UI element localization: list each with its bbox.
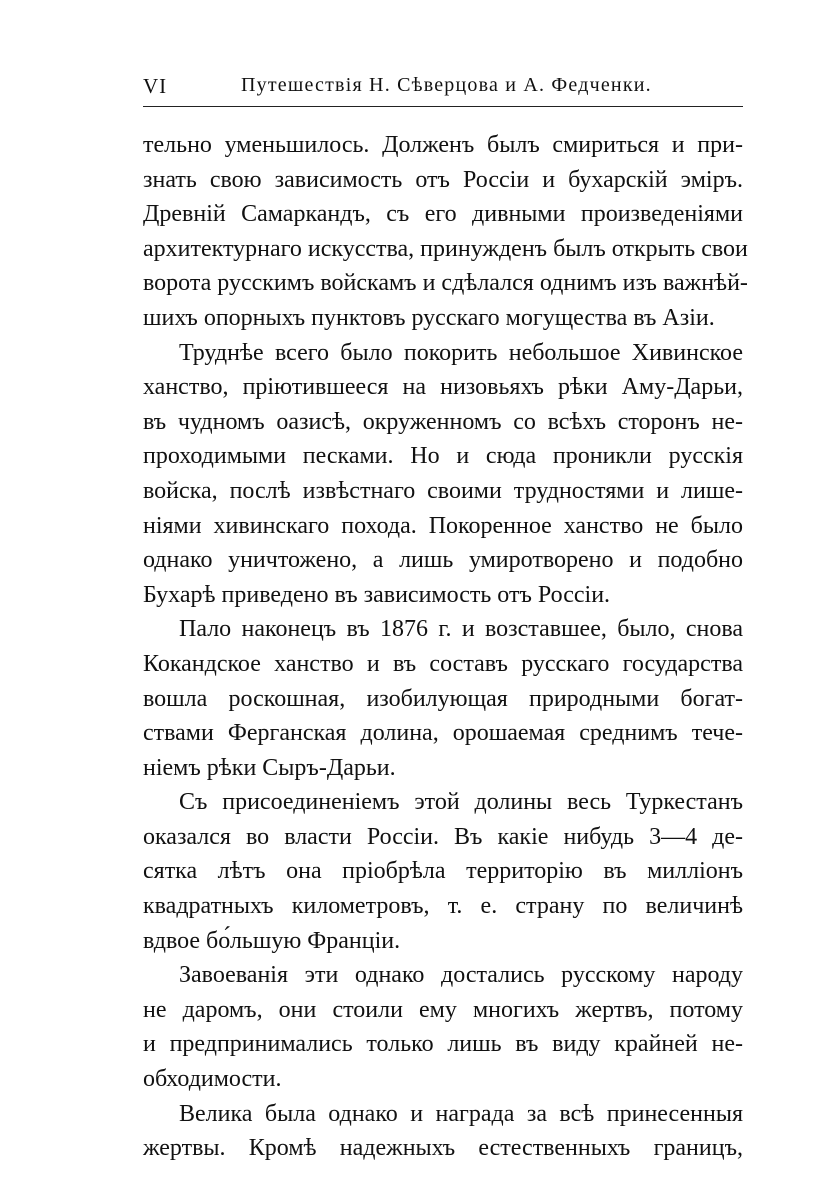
text-line: жертвы. Кромѣ надежныхъ естественныхъ границъ, (143, 1135, 743, 1162)
text-line: не даромъ, они стоили ему многихъ жертвъ, потому (143, 996, 743, 1023)
text-line: ханство, пріютившееся на низовьяхъ рѣки Аму-Дарьи, (143, 374, 743, 401)
text-line: Бухарѣ приведено въ зависимость отъ Россіи. (143, 581, 611, 608)
text-line: ствами Ферганская долина, орошаемая среднимъ тече- (143, 720, 743, 747)
text-line: Велика была однако и награда за всѣ принесенныя (179, 1100, 743, 1127)
text-line: вошла роскошная, изобилующая природными богат- (143, 685, 743, 712)
running-title: Путешествія Н. Сѣверцова и А. Федченки. (241, 74, 652, 96)
text-line: тельно уменьшилось. Долженъ былъ смириться и при- (143, 132, 743, 158)
page-header (143, 74, 743, 108)
text-line: войска, послѣ извѣстнаго своими трудностями и лише- (143, 477, 743, 504)
text-line: архитектурнаго искусства, принужденъ былъ открыть свои (143, 235, 748, 262)
body-text (143, 128, 748, 1166)
text-line: квадратныхъ километровъ, т. е. страну по величинѣ (143, 893, 743, 920)
text-line: проходимыми песками. Но и сюда проникли русскія (143, 443, 743, 470)
paragraph-6 (143, 1097, 743, 1166)
paragraph-4 (143, 785, 743, 958)
text-line: въ чудномъ оазисѣ, окруженномъ со всѣхъ сторонъ не- (143, 408, 743, 435)
header-rule (143, 106, 743, 107)
text-line: Пало наконецъ въ 1876 г. и возставшее, было, снова (179, 616, 743, 643)
text-line: оказался во власти Россіи. Въ какіе нибудь 3—4 де- (143, 823, 743, 850)
text-line: ніемъ рѣки Сыръ-Дарьи. (143, 754, 396, 781)
text-line: Завоеванія эти однако достались русскому народу (179, 962, 743, 989)
paragraph-3 (143, 612, 743, 785)
text-line: Древній Самаркандъ, съ его дивными произведеніями (143, 201, 743, 228)
text-line: и предпринимались только лишь въ виду крайней не- (143, 1031, 743, 1058)
text-line: обходимости. (143, 1066, 282, 1093)
text-line: шихъ опорныхъ пунктовъ русскаго могущества въ Азіи. (143, 304, 715, 331)
text-line: знать свою зависимость отъ Россіи и бухарскій эміръ. (143, 166, 743, 193)
text-line: однако уничтожено, а лишь умиротворено и подобно (143, 547, 743, 574)
page-number: VI (143, 74, 168, 98)
paragraph-1 (143, 128, 748, 336)
text-line: вдвое бо́льшую Франціи. (143, 927, 401, 954)
text-line: ніями хивинскаго похода. Покоренное ханство не было (143, 512, 743, 539)
text-line: Кокандское ханство и въ составъ русскаго государства (143, 650, 743, 677)
paragraph-5 (143, 958, 743, 1096)
paragraph-2 (143, 336, 743, 613)
text-line: Труднѣе всего было покорить небольшое Хивинское (179, 339, 743, 366)
text-line: сятка лѣтъ она пріобрѣла территорію въ милліонъ (143, 858, 743, 885)
text-line: Съ присоединеніемъ этой долины весь Туркестанъ (179, 789, 743, 816)
text-line: ворота русскимъ войскамъ и сдѣлался однимъ изъ важнѣй- (143, 270, 748, 297)
